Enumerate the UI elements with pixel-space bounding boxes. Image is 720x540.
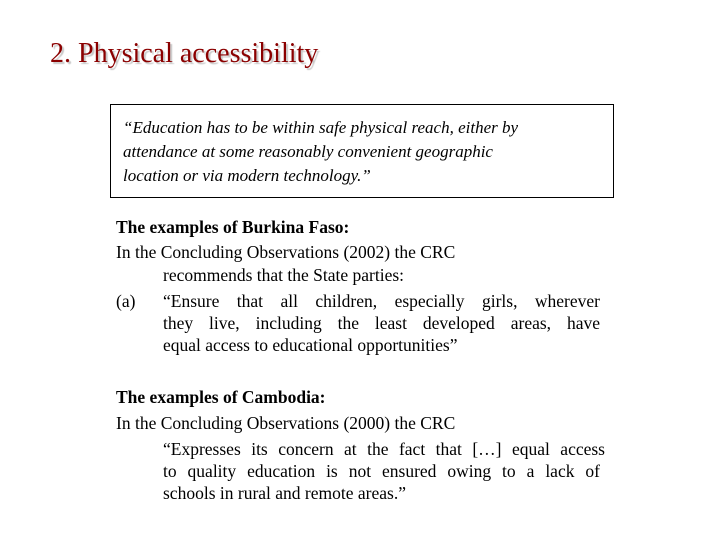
burkina-intro: In the Concluding Observations (2002) the CRC <box>116 242 456 262</box>
quote-box <box>110 104 614 198</box>
cambodia-heading: The examples of Cambodia: <box>116 387 326 407</box>
item-marker: (a) <box>116 291 136 311</box>
burkina-intro-continued: recommends that the State parties: <box>163 265 405 285</box>
cambodia-quote-line: schools in rural and remote areas.” <box>163 483 406 503</box>
cambodia-quote-line: “Expresses its concern at the fact that […] equal access <box>163 439 605 459</box>
cambodia-quote-line: to quality education is not ensured owing to a lack of <box>163 461 600 481</box>
quote-line: location or via modern technology.” <box>123 166 371 185</box>
burkina-item-line: “Ensure that all children, especially girls, wherever <box>163 291 600 311</box>
quote-line: attendance at some reasonably convenient geographic <box>123 142 493 161</box>
burkina-item-line: they live, including the least developed areas, have <box>163 313 600 333</box>
quote-line: “Education has to be within safe physical reach, either by <box>123 118 519 137</box>
slide-title: 2. Physical accessibility <box>50 38 319 69</box>
burkina-item-line: equal access to educational opportunities” <box>163 335 458 355</box>
burkina-heading: The examples of Burkina Faso: <box>116 217 350 237</box>
cambodia-intro: In the Concluding Observations (2000) the CRC <box>116 413 456 433</box>
